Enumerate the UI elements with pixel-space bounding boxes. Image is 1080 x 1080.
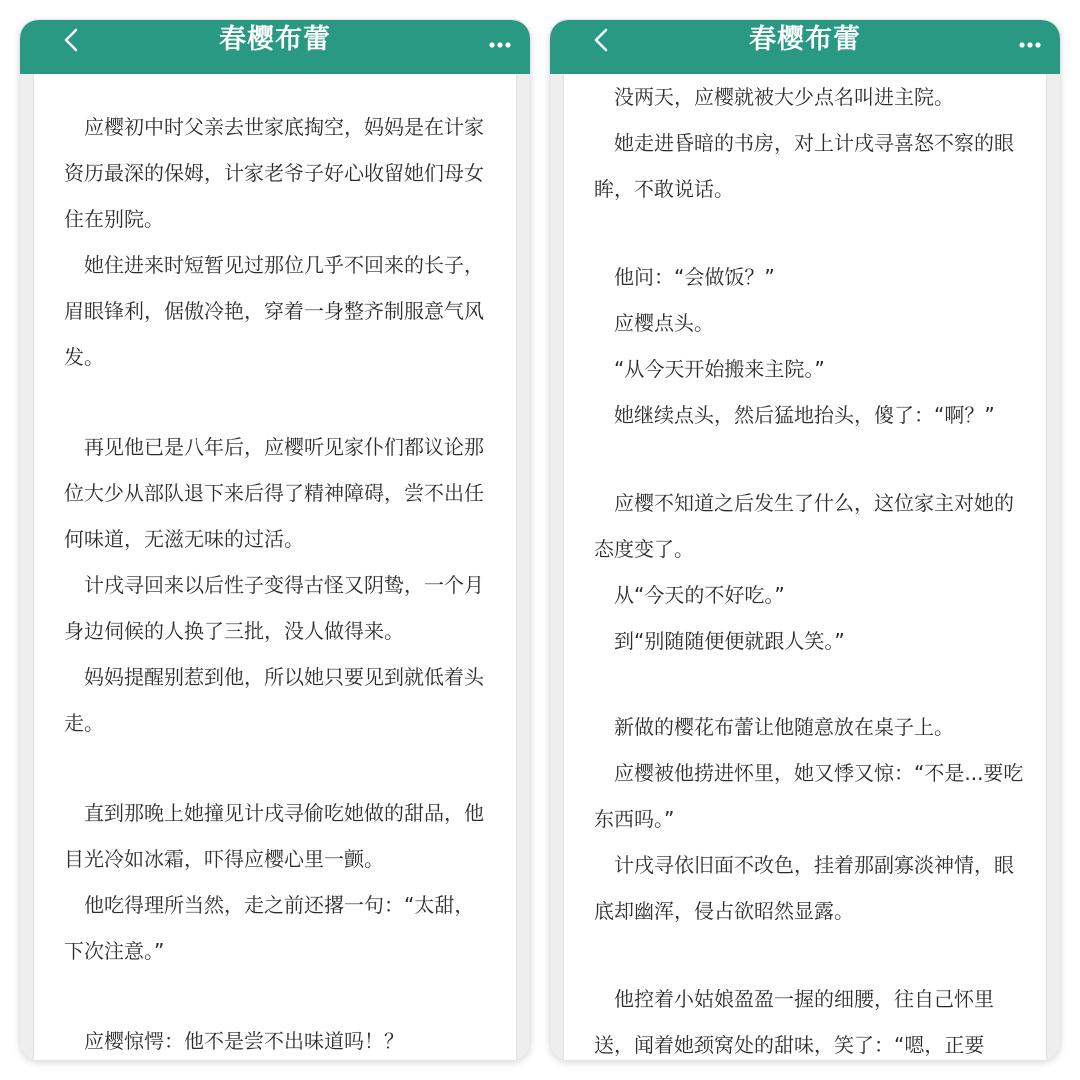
more-dots-icon	[488, 40, 512, 50]
text-line: 他问：“会做饭？”	[594, 265, 775, 289]
text-line: 身边伺候的人换了三批，没人做得来。	[64, 619, 404, 643]
reader-header	[20, 20, 530, 74]
right-reader-panel	[550, 20, 1060, 1060]
text-line: 没两天，应樱就被大少点名叫进主院。	[594, 85, 954, 109]
text-line: 计戌寻回来以后性子变得古怪又阴鸷，一个月	[64, 573, 484, 597]
text-line: 资历最深的保姆，计家老爷子好心收留她们母女	[64, 161, 484, 185]
text-line: 到“别随随便便就跟人笑。”	[594, 629, 845, 653]
text-line: 他吃得理所当然，走之前还撂一句：“太甜，	[64, 893, 475, 917]
text-line: 眸，不敢说话。	[594, 177, 734, 201]
text-line: 直到那晚上她撞见计戌寻偷吃她做的甜品，他	[64, 801, 484, 825]
book-title: 春樱布蕾	[219, 24, 331, 55]
text-line: 目光冷如冰霜，吓得应樱心里一颤。	[64, 847, 384, 871]
text-line: 底却幽浑，侵占欲昭然显露。	[594, 899, 854, 923]
text-line: 态度变了。	[594, 537, 694, 561]
reading-area[interactable]	[550, 74, 1060, 1060]
text-page	[34, 74, 516, 1060]
text-line: 她继续点头，然后猛地抬头，傻了：“啊？”	[594, 403, 995, 427]
text-line: “从今天开始搬来主院。”	[594, 357, 825, 381]
text-line: 应樱惊愕：他不是尝不出味道吗！？	[64, 1029, 404, 1053]
text-line: 她住进来时短暂见过那位几乎不回来的长子，	[64, 253, 484, 277]
more-button[interactable]	[1018, 35, 1042, 45]
text-line: 应樱点头。	[594, 311, 714, 335]
text-line: 位大少从部队退下来后得了精神障碍，尝不出任	[64, 481, 484, 505]
text-line: 下次注意。”	[64, 939, 165, 963]
text-line: 从“今天的不好吃。”	[594, 583, 785, 607]
text-page	[564, 74, 1046, 1060]
text-line: 东西吗。”	[594, 807, 675, 831]
left-reader-panel	[20, 20, 530, 1060]
text-line: 何味道，无滋无味的过活。	[64, 527, 304, 551]
text-line: 应樱初中时父亲去世家底掏空，妈妈是在计家	[64, 115, 484, 139]
text-line: 住在别院。	[64, 207, 164, 231]
text-line: 计戌寻依旧面不改色，挂着那副寡淡神情，眼	[594, 853, 1014, 877]
text-line: 他控着小姑娘盈盈一握的细腰，往自己怀里	[594, 987, 994, 1011]
text-line: 妈妈提醒别惹到他，所以她只要见到就低着头	[64, 665, 484, 689]
text-line: 发。	[64, 345, 104, 369]
reading-area[interactable]	[20, 74, 530, 1060]
text-line: 新做的樱花布蕾让他随意放在桌子上。	[594, 715, 954, 739]
more-dots-icon	[1018, 40, 1042, 50]
text-line: 应樱被他捞进怀里，她又悸又惊：“不是...要吃	[594, 761, 1024, 785]
text-line: 眉眼锋利，倨傲冷艳，穿着一身整齐制服意气风	[64, 299, 484, 323]
text-line: 她走进昏暗的书房，对上计戌寻喜怒不察的眼	[594, 131, 1014, 155]
reader-header	[550, 20, 1060, 74]
more-button[interactable]	[488, 35, 512, 45]
text-line: 走。	[64, 711, 104, 735]
text-line: 送，闻着她颈窝处的甜味，笑了：“嗯，正要	[594, 1033, 985, 1057]
book-title: 春樱布蕾	[749, 24, 861, 55]
text-line: 再见他已是八年后，应樱听见家仆们都议论那	[64, 435, 484, 459]
text-line: 应樱不知道之后发生了什么，这位家主对她的	[594, 491, 1014, 515]
